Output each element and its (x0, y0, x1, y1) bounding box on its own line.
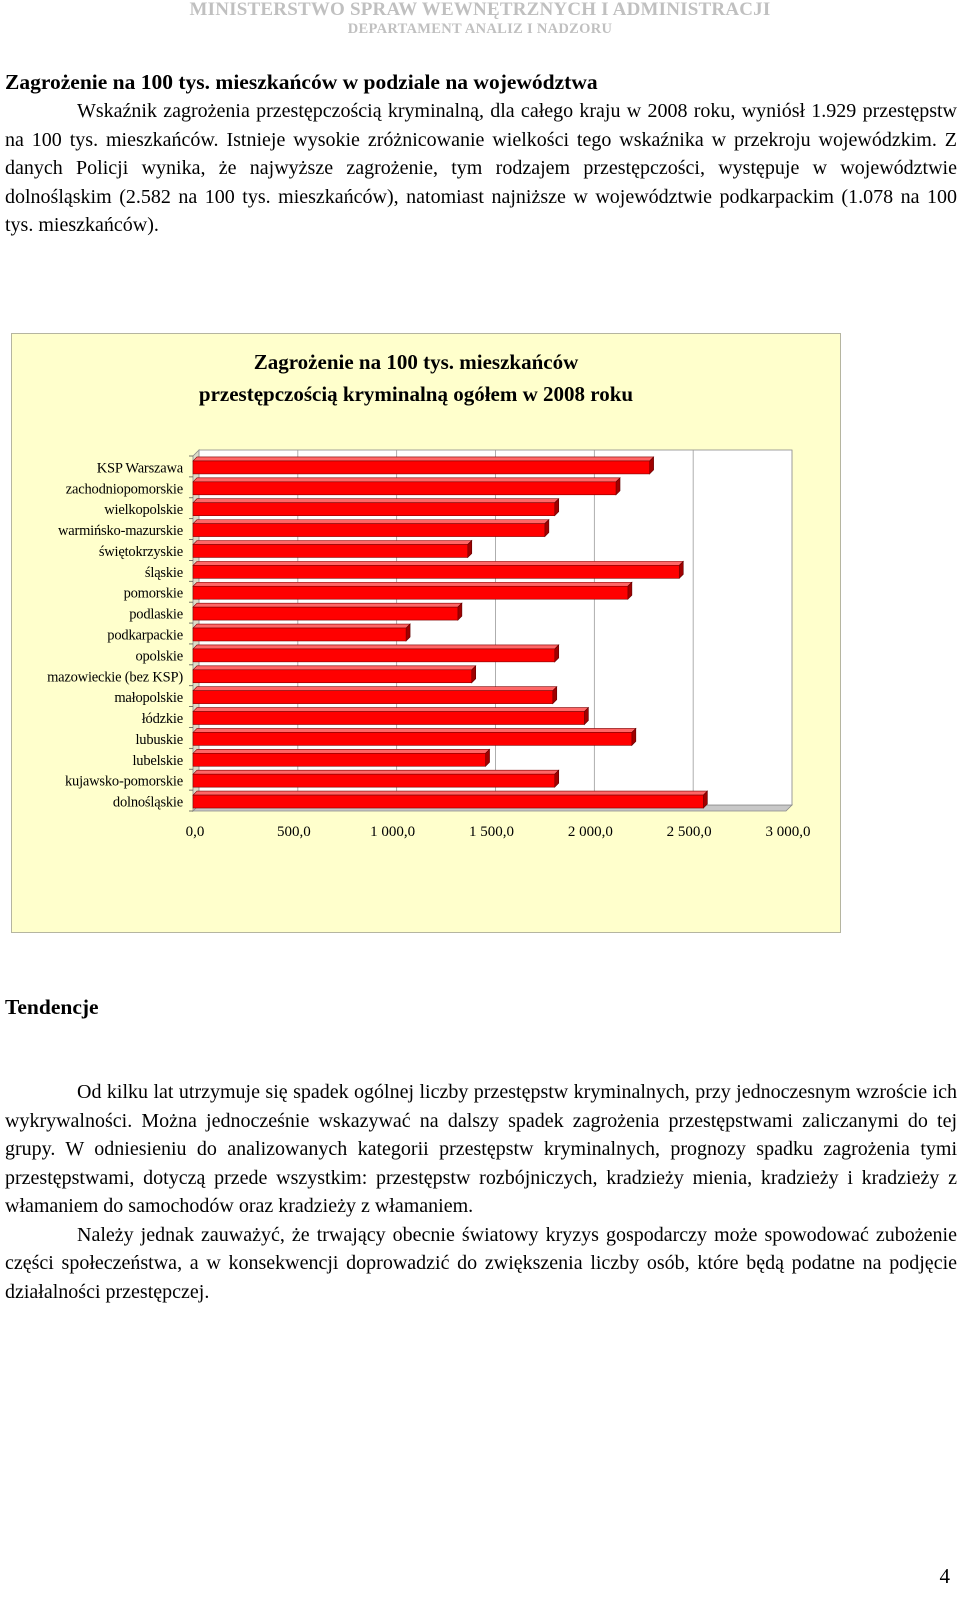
department-name: DEPARTAMENT ANALIZ I NADZORU (347, 21, 613, 37)
x-tick-label: 0,0 (185, 824, 205, 840)
bar-top (193, 478, 620, 482)
x-tick-label: 2 000,0 (567, 824, 613, 840)
category-label: kujawsko-pomorskie (64, 773, 183, 790)
threat-paragraph (5, 97, 957, 240)
bar-top (193, 603, 462, 607)
bar (193, 482, 616, 495)
bar-top (193, 520, 549, 524)
category-label: małopolskie (114, 690, 183, 707)
bar-top (193, 499, 559, 503)
bar-top (193, 457, 654, 461)
category-label: KSP Warszawa (96, 460, 183, 477)
chart-title-line-1: Zagrożenie na 100 tys. mieszkańców (253, 350, 579, 374)
bar (193, 565, 679, 578)
category-label: dolnośląskie (112, 794, 183, 811)
category-label: lubuskie (135, 731, 183, 748)
bar (193, 461, 650, 474)
chart-canvas (12, 334, 840, 932)
bar-top (193, 791, 707, 795)
category-label: podkarpackie (107, 627, 183, 644)
x-tick-label: 3 000,0 (765, 824, 811, 840)
bar (193, 649, 555, 662)
bar (193, 712, 584, 725)
bar-top (193, 540, 472, 544)
bar-top (193, 582, 632, 586)
x-tick-label: 1 000,0 (370, 824, 416, 840)
ministry-name: MINISTERSTWO SPRAW WEWNĘTRZNYCH I ADMINISTRACJI (189, 0, 771, 20)
bar-top (193, 749, 490, 753)
page-number: 4 (939, 1564, 950, 1588)
bar (193, 732, 632, 745)
bar (193, 607, 458, 620)
bar-top (193, 708, 588, 712)
bar (193, 524, 545, 537)
bar (193, 753, 486, 766)
threat-paragraph-text: Wskaźnik zagrożenia przestępczością kryminalną, dla całego kraju w 2008 roku, wyniósł 1.929 przestępstw na 100 tys. mieszkańców. Istnieje wysokie zróżnicowanie wielkości tego wskaźnika w przekroju wojewódzkim. Z danych Policji wynika, że najwyższe zagrożenie, tym rodzajem przestępczości, występuje w województwie dolnośląskim (2.582 na 100 tys. mieszkańców), natomiast najniższe w województwie podkarpackim (1.078 na 100 tys. mieszkańców). (5, 100, 957, 236)
category-label: zachodniopomorskie (65, 481, 183, 498)
bar-top (193, 687, 557, 691)
bar-top (193, 770, 559, 774)
x-tick-label: 1 500,0 (469, 824, 514, 840)
bar (193, 774, 555, 787)
category-label: warmińsko-mazurskie (57, 523, 183, 540)
x-tick-label: 2 500,0 (666, 824, 712, 840)
bar-top (193, 561, 683, 565)
category-label: świętokrzyskie (98, 543, 183, 560)
bar (193, 795, 703, 808)
bar (193, 503, 555, 516)
category-label: opolskie (135, 648, 183, 665)
category-label: podlaskie (129, 606, 183, 623)
threat-chart (11, 333, 841, 933)
page-header (0, 0, 960, 38)
trends-paragraph-1: Od kilku lat utrzymuje się spadek ogólnej liczby przestępstw kryminalnych, przy jednoczesnym wzroście ich wykrywalności. Można jednocześnie wskazywać na dalszy spadek zagrożenia przestępstwami zaliczanymi do tej grupy. W odniesieniu do analizowanych kategorii przestępstw kryminalnych, prognozy spadku zagrożenia tymi przestępstwami, dotyczą przede wszystkim: przestępstw rozbójniczych, kradzieży mienia, kradzieży i kradzieży z włamaniem do samochodów oraz kradzieży z włamaniem. (5, 1081, 957, 1217)
bar (193, 544, 468, 557)
category-label: śląskie (144, 564, 183, 581)
bar (193, 670, 472, 683)
bar (193, 628, 406, 641)
section-title-threat: Zagrożenie na 100 tys. mieszkańców w podziale na województwa (5, 70, 598, 94)
category-label: łódzkie (141, 711, 183, 728)
trends-paragraph-2: Należy jednak zauważyć, że trwający obecnie światowy kryzys gospodarczy może spowodować zubożenie części społeczeństwa, a w konsekwencji doprowadzić do zwiększenia liczby osób, które będą podatne na podjęcie działalności przestępczej. (5, 1223, 957, 1303)
bar-top (193, 624, 410, 628)
section-title-trends: Tendencje (5, 995, 99, 1019)
x-tick-label: 500,0 (276, 824, 311, 840)
bar (193, 586, 628, 599)
bar-top (193, 645, 559, 649)
trends-text (5, 1078, 957, 1306)
category-label: pomorskie (123, 585, 183, 602)
category-label: mazowieckie (bez KSP) (47, 669, 183, 686)
bar-top (193, 666, 476, 670)
category-label: lubelskie (132, 752, 183, 769)
bar-top (193, 728, 636, 732)
bar (193, 691, 553, 704)
chart-title-line-2: przestępczością kryminalną ogółem w 2008 roku (198, 382, 634, 406)
category-label: wielkopolskie (104, 502, 183, 519)
